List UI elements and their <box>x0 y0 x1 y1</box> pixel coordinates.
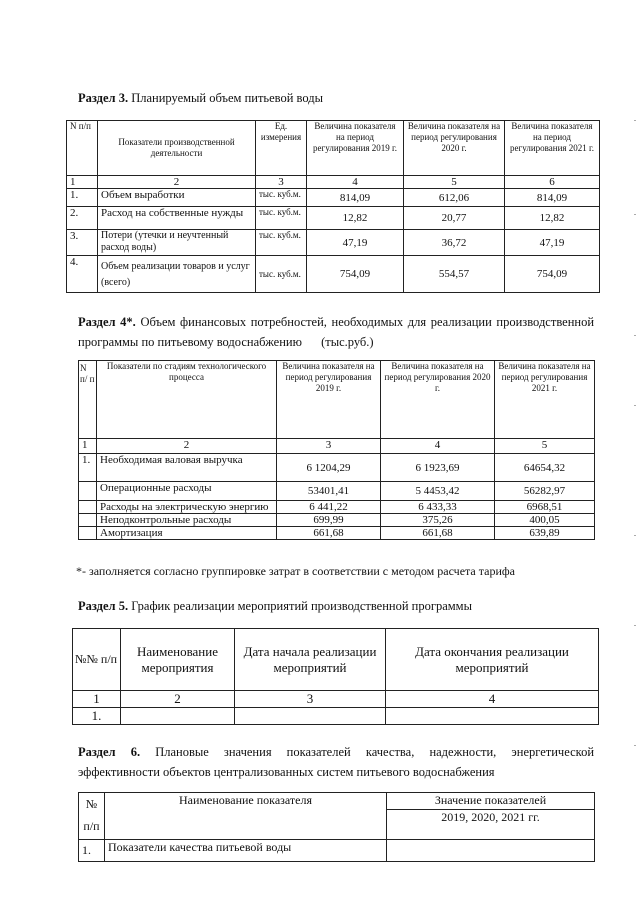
row-value-2021: 400,05 <box>495 514 595 527</box>
row-value-2020: 554,57 <box>404 256 505 293</box>
row-num: 2. <box>67 207 98 230</box>
row-unit: тыс. куб.м. <box>256 256 307 293</box>
row-num <box>79 501 97 514</box>
row-num: 4. <box>67 256 98 293</box>
section-5-heading <box>78 598 472 615</box>
column-number-row <box>73 691 599 708</box>
row-value-2020: 20,77 <box>404 207 505 230</box>
section-6-title: Плановые значения показателей качества, надежности, энергетической эффективности объектов централизованных систем питьевого водоснабжения <box>78 745 595 779</box>
table-row <box>79 482 595 501</box>
col-num: 1 <box>67 176 98 189</box>
row-value-2021: 814,09 <box>505 189 600 207</box>
scan-speck <box>634 335 636 336</box>
row-value-2021: 56282,97 <box>495 482 595 501</box>
row-value-2021: 6968,51 <box>495 501 595 514</box>
row-name: Необходимая валовая выручка <box>97 454 277 482</box>
row-unit: тыс. куб.м. <box>256 189 307 207</box>
row-num: 3. <box>67 230 98 256</box>
row-name: Амортизация <box>97 527 277 540</box>
section-4-heading <box>78 312 594 352</box>
col-num: 3 <box>277 439 381 454</box>
col-num: 5 <box>495 439 595 454</box>
col-num: 1 <box>79 439 97 454</box>
scan-speck <box>634 745 636 746</box>
table-header-row <box>73 629 599 691</box>
col-num: 2 <box>98 176 256 189</box>
row-value-2019: 47,19 <box>307 230 404 256</box>
header-2021: Величина показателя на период регулирования 2021 г. <box>505 121 600 176</box>
header-unit: Ед. измерения <box>256 121 307 176</box>
row-unit: тыс. куб.м. <box>256 230 307 256</box>
section-6-heading <box>78 742 594 782</box>
header-indicator: Показатели по стадиям технологического процесса <box>97 361 277 439</box>
header-2020: Величина показателя на период регулирования 2020 г. <box>404 121 505 176</box>
header-num: №№ п/п <box>73 629 121 691</box>
row-num: 1. <box>79 840 105 862</box>
scan-speck <box>634 625 636 626</box>
scan-speck <box>634 120 636 121</box>
row-num <box>79 482 97 501</box>
header-2021: Величина показателя на период регулирования 2021 г. <box>495 361 595 439</box>
col-num: 1 <box>73 691 121 708</box>
row-value-2021: 47,19 <box>505 230 600 256</box>
table-header-row <box>79 793 595 810</box>
row-name: Показатели качества питьевой воды <box>105 840 387 862</box>
col-num: 3 <box>235 691 386 708</box>
header-name: Наименование показателя <box>105 793 387 840</box>
column-number-row <box>67 176 600 189</box>
section-4-table <box>78 360 595 540</box>
header-start: Дата начала реализации мероприятий <box>235 629 386 691</box>
scan-speck <box>634 535 636 536</box>
column-number-row <box>79 439 595 454</box>
row-name: Неподконтрольные расходы <box>97 514 277 527</box>
header-end: Дата окончания реализации мероприятий <box>386 629 599 691</box>
col-num: 6 <box>505 176 600 189</box>
row-unit: тыс. куб.м. <box>256 207 307 230</box>
table-row <box>79 527 595 540</box>
section-5-title: График реализации мероприятий производственной программы <box>131 599 472 613</box>
row-value-2019: 12,82 <box>307 207 404 230</box>
row-value-2019: 754,09 <box>307 256 404 293</box>
scan-speck <box>634 405 636 406</box>
col-num: 2 <box>97 439 277 454</box>
table-row <box>79 501 595 514</box>
section-4-title: Объем финансовых потребностей, необходимых для реализации производственной программы по питьевому водоснабжению <box>78 315 595 349</box>
table-header-row <box>67 121 600 176</box>
section-3-heading <box>78 90 323 107</box>
header-2020: Величина показателя на период регулирования 2020 г. <box>381 361 495 439</box>
row-value-2021: 12,82 <box>505 207 600 230</box>
header-num: № п/п <box>79 793 105 840</box>
header-name: Наименование мероприятия <box>121 629 235 691</box>
section-5-table <box>72 628 599 725</box>
row-value-2021: 754,09 <box>505 256 600 293</box>
row-name: Объем выработки <box>98 189 256 207</box>
header-2019: Величина показателя на период регулирования 2019 г. <box>307 121 404 176</box>
row-value-2020: 6 433,33 <box>381 501 495 514</box>
header-num: N п/п <box>67 121 98 176</box>
row-value-2020: 5 4453,42 <box>381 482 495 501</box>
row-num <box>79 514 97 527</box>
table-row <box>67 207 600 230</box>
row-name: Операционные расходы <box>97 482 277 501</box>
row-value-2019: 814,09 <box>307 189 404 207</box>
row-value-2019: 661,68 <box>277 527 381 540</box>
table-row <box>79 840 595 862</box>
section-3-title: Планируемый объем питьевой воды <box>131 91 324 105</box>
col-num: 4 <box>381 439 495 454</box>
row-value-2019: 53401,41 <box>277 482 381 501</box>
row-value-2019: 699,99 <box>277 514 381 527</box>
col-num: 5 <box>404 176 505 189</box>
row-num <box>79 527 97 540</box>
table-row <box>67 230 600 256</box>
section-3-table <box>66 120 600 293</box>
row-value-2019: 6 441,22 <box>277 501 381 514</box>
section-3-label: Раздел 3. <box>78 91 129 105</box>
table-row <box>73 708 599 725</box>
header-years: 2019, 2020, 2021 гг. <box>387 810 595 840</box>
row-value-2020: 612,06 <box>404 189 505 207</box>
col-num: 4 <box>386 691 599 708</box>
section-6-table <box>78 792 595 862</box>
header-2019: Величина показателя на период регулирования 2019 г. <box>277 361 381 439</box>
table-header-row <box>79 361 595 439</box>
row-name: Расходы на электрическую энергию <box>97 501 277 514</box>
header-value: Значение показателей <box>387 793 595 810</box>
section-4-footnote: *- заполняется согласно группировке затрат в соответствии с методом расчета тарифа <box>76 564 515 578</box>
row-name: Потери (утечки и неучтенный расход воды) <box>98 230 256 256</box>
header-indicator: Показатели производственной деятельности <box>98 121 256 176</box>
row-value-2020: 6 1923,69 <box>381 454 495 482</box>
row-value-2020: 36,72 <box>404 230 505 256</box>
table-row <box>79 514 595 527</box>
row-value-2020: 661,68 <box>381 527 495 540</box>
row-value-2021: 639,89 <box>495 527 595 540</box>
row-num: 1. <box>67 189 98 207</box>
col-num: 4 <box>307 176 404 189</box>
row-value-2021: 64654,32 <box>495 454 595 482</box>
row-num: 1. <box>79 454 97 482</box>
row-name: Объем реализации товаров и услуг (всего) <box>98 256 256 293</box>
table-row <box>79 454 595 482</box>
col-num: 3 <box>256 176 307 189</box>
row-name: Расход на собственные нужды <box>98 207 256 230</box>
section-5-label: Раздел 5. <box>78 599 129 613</box>
table-row <box>67 256 600 293</box>
row-value-2020: 375,26 <box>381 514 495 527</box>
row-num: 1. <box>73 708 121 725</box>
scan-speck <box>634 214 636 215</box>
section-6-label: Раздел 6. <box>78 745 141 759</box>
header-num: N п/ п <box>79 361 97 439</box>
section-4-unit-note: (тыс.руб.) <box>321 335 374 349</box>
row-value-2019: 6 1204,29 <box>277 454 381 482</box>
table-row <box>67 189 600 207</box>
section-4-label: Раздел 4*. <box>78 315 136 329</box>
col-num: 2 <box>121 691 235 708</box>
